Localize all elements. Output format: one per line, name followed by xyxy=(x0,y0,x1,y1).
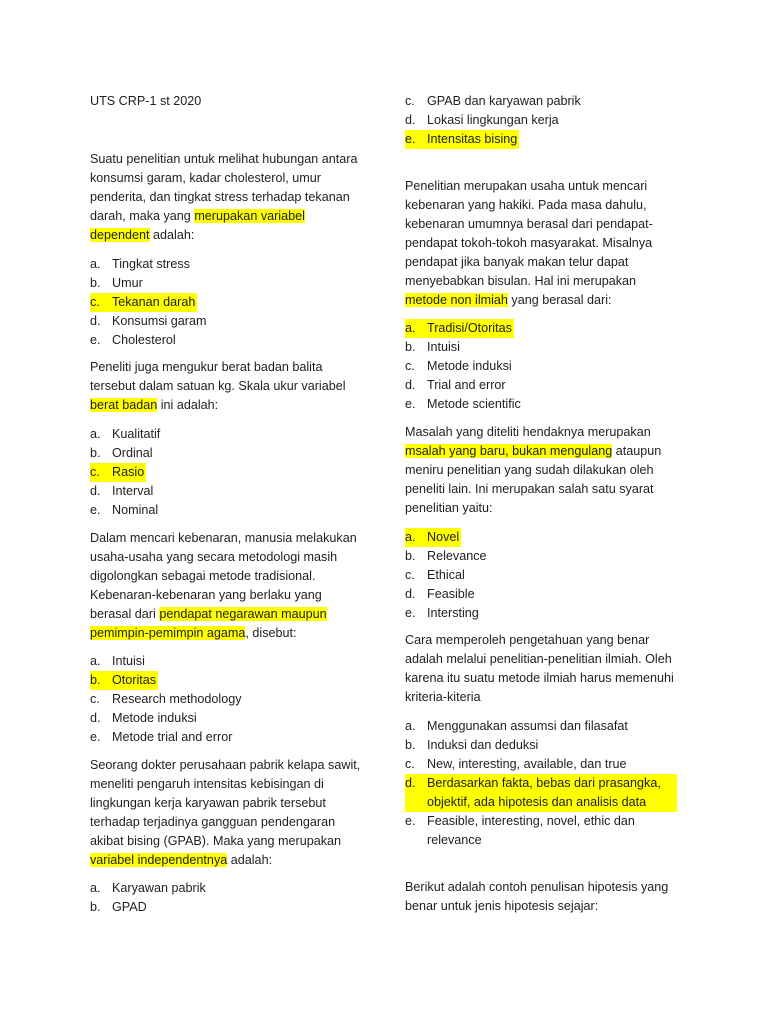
page-title: UTS CRP-1 st 2020 xyxy=(90,94,202,108)
question-1-options xyxy=(90,255,365,350)
option-item: a. Tingkat stress xyxy=(90,257,190,271)
option-item: c. Ethical xyxy=(405,568,465,582)
option-item: c. Research methodology xyxy=(90,692,242,706)
option-item: b. Umur xyxy=(90,276,143,290)
option-item-correct: b. Otoritas xyxy=(90,671,158,690)
option-item: d. Feasible xyxy=(405,587,475,601)
option-item: d. Konsumsi garam xyxy=(90,314,207,328)
question-8-text: Berikut adalah contoh penulisan hipotesis yang benar untuk jenis hipotesis sejajar: xyxy=(405,880,669,913)
option-item: d. Trial and error xyxy=(405,378,506,392)
question-5-options xyxy=(405,319,680,414)
question-7-text: Cara memperoleh pengetahuan yang benar adalah melalui penelitian-penelitian ilmiah. Oleh karena itu suatu metode ilmiah harus memenuhi kriteria-kiteria xyxy=(405,633,674,704)
option-item: c. New, interesting, available, dan true xyxy=(405,757,627,771)
option-item: b. Relevance xyxy=(405,549,487,563)
option-item: d. Lokasi lingkungan kerja xyxy=(405,113,559,127)
option-item-correct: a. Tradisi/Otoritas xyxy=(405,319,514,338)
option-item-correct: c. Rasio xyxy=(90,463,146,482)
option-item: b. Intuisi xyxy=(405,340,460,354)
option-item: e. Metode scientific xyxy=(405,397,521,411)
option-item-correct: c. Tekanan darah xyxy=(90,293,197,312)
question-5-text: Penelitian merupakan usaha untuk mencari kebenaran yang hakiki. Pada masa dahulu, kebenaran umumnya berasal dari pendapat-pendapat tokoh-tokoh masyarakat. Misalnya pendapat jika banyak makan telur dapat menyebabkan bisulan. Hal ini merupakan metode non ilmiah yang berasal dari: xyxy=(405,179,653,307)
question-1-highlight: merupakan variabel dependent xyxy=(90,209,305,242)
question-4-options-part-1 xyxy=(90,879,365,917)
option-item-correct: d. Berdasarkan fakta, bebas dari prasangka, objektif, ada hipotesis dan analisis data xyxy=(405,774,677,812)
option-item-correct: a. Novel xyxy=(405,528,461,547)
option-item: e. Nominal xyxy=(90,503,159,517)
question-6-highlight: msalah yang baru, bukan mengulang xyxy=(405,444,613,458)
option-item-correct: e. Intensitas bising xyxy=(405,130,519,149)
question-7-options xyxy=(405,717,680,850)
question-4-highlight: variabel independentnya xyxy=(90,853,228,867)
option-item: b. Induksi dan deduksi xyxy=(405,738,539,752)
option-item: c. Metode induksi xyxy=(405,359,512,373)
question-4-text: Seorang dokter perusahaan pabrik kelapa sawit, meneliti pengaruh intensitas kebisingan di lingkungan kerja karyawan pabrik tersebut terhadap terjadinya gangguan pendengaran akibat bising (GPAB). Maka yang merupakan variabel independentnya adalah: xyxy=(90,758,361,867)
option-item: a. Intuisi xyxy=(90,654,145,668)
question-2-text: Peneliti juga mengukur berat badan balita tersebut dalam satuan kg. Skala ukur variabel berat badan ini adalah: xyxy=(90,360,346,412)
option-item: e. Feasible, interesting, novel, ethic dan relevance xyxy=(405,814,635,847)
option-item: e. Metode trial and error xyxy=(90,730,233,744)
option-item: e. Intersting xyxy=(405,606,479,620)
question-2-options xyxy=(90,425,365,520)
option-item: d. Interval xyxy=(90,484,154,498)
question-6-options xyxy=(405,528,680,623)
option-item: d. Metode induksi xyxy=(90,711,197,725)
option-item: c. GPAB dan karyawan pabrik xyxy=(405,94,581,108)
question-1-post: adalah: xyxy=(149,228,195,242)
question-1-text xyxy=(90,150,365,245)
question-3-options xyxy=(90,652,365,747)
option-item: b. Ordinal xyxy=(90,446,153,460)
option-item: a. Menggunakan assumsi dan filasafat xyxy=(405,719,628,733)
question-3-highlight: pendapat negarawan maupun pemimpin-pemimpin agama xyxy=(90,607,327,640)
question-5-highlight: metode non ilmiah xyxy=(405,293,508,307)
option-item: e. Cholesterol xyxy=(90,333,176,347)
question-4-options-part-2 xyxy=(405,92,680,149)
question-3-text: Dalam mencari kebenaran, manusia melakukan usaha-usaha yang secara metodologi masih digolongkan sebagai metode tradisional. Kebenaran-kebenaran yang berlaku yang berasal dari pendapat negarawan maupun pemimpin-pemimpin agama, disebut: xyxy=(90,531,357,640)
question-1-pre: Suatu penelitian untuk melihat hubungan antara konsumsi garam, kadar cholesterol, umur penderita, dan tingkat stress terhadap tekanan darah, maka yang xyxy=(90,152,358,223)
question-6-text: Masalah yang diteliti hendaknya merupakan msalah yang baru, bukan mengulang ataupun meniru penelitian yang sudah dilakukan oleh peneliti lain. Ini merupakan salah satu syarat penelitian yaitu: xyxy=(405,425,662,515)
option-item: a. Kualitatif xyxy=(90,427,161,441)
option-item: a. Karyawan pabrik xyxy=(90,881,206,895)
question-2-highlight: berat badan xyxy=(90,398,158,412)
option-item: b. GPAD xyxy=(90,900,147,914)
